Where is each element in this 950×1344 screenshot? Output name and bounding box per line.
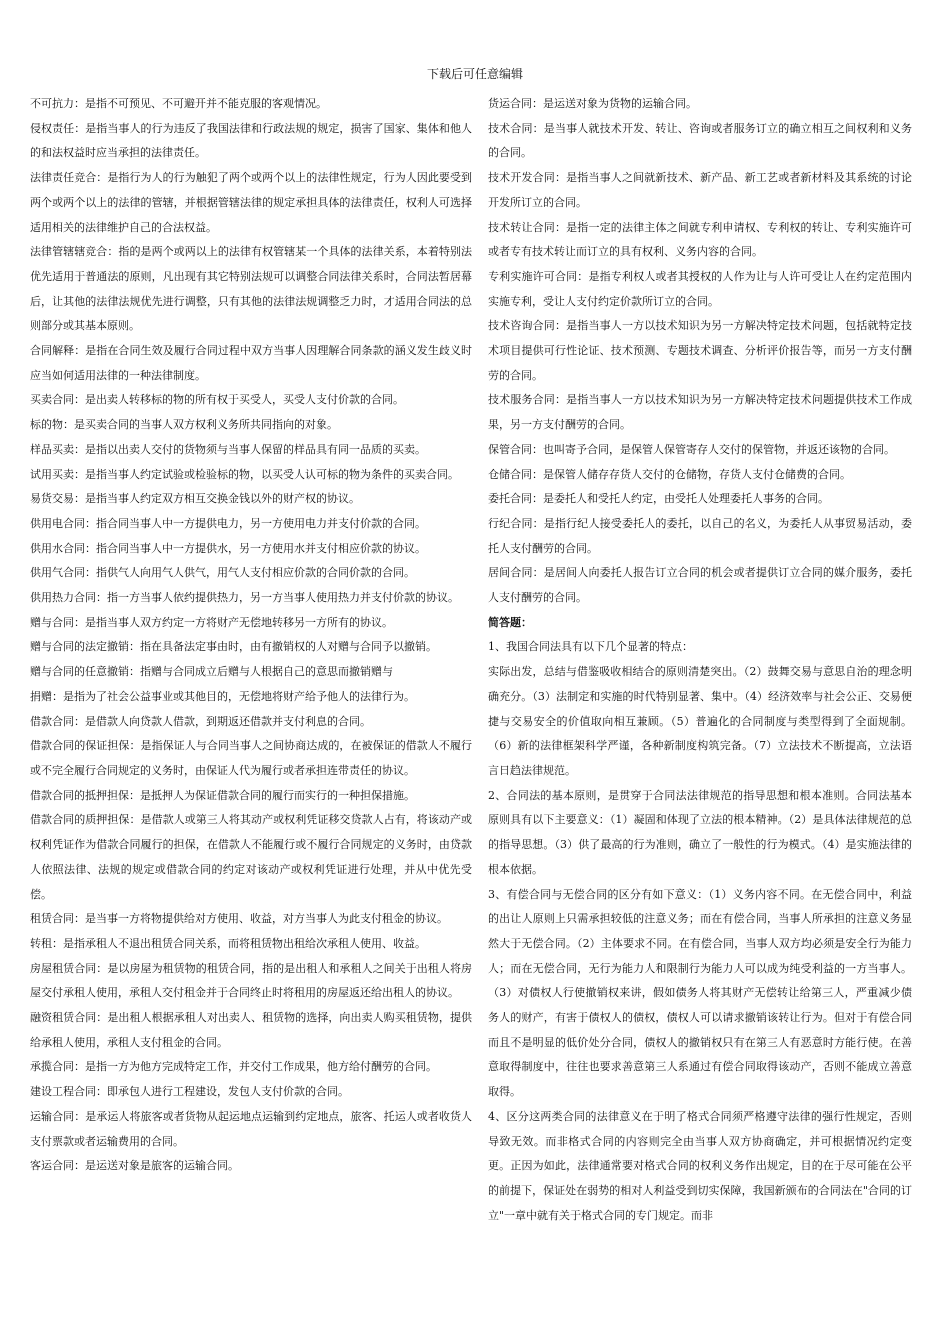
definition-paragraph: 承揽合同：是指一方为他方完成特定工作，并交付工作成果，他方给付酬劳的合同。 — [30, 1060, 437, 1074]
definition-paragraph: 借款合同的质押担保：是借款人或第三人将其动产或权利凭证移交贷款人占有，将该动产或权利凭证作为借款合同履行的担保，在借款人不能履行或不履行合同规定的义务时，由贷款人依照法律、法规的规定或借款合同的约定对该动产或权利凭证进行处理，并从中优先受偿。 — [30, 813, 472, 901]
page-header: 下载后可任意编辑 — [426, 67, 523, 81]
definition-paragraph: 赠与合同的任意撤销：指赠与合同成立后赠与人根据自己的意思而撤销赠与 — [30, 665, 393, 679]
definition-paragraph: 供用热力合同：指一方当事人依约提供热力，另一方当事人使用热力并支付价款的协议。 — [30, 591, 459, 605]
definition-paragraph: 房屋租赁合同：是以房屋为租赁物的租赁合同，指的是出租人和承租人之间关于出租人将房屋交付承租人使用，承租人交付租金并于合同终止时将租用的房屋返还给出租人的协议。 — [30, 961, 472, 1000]
left-column — [30, 92, 472, 1179]
definition-paragraph: 法律管辖辖竞合：指的是两个或两以上的法律有权管辖某一个具体的法律关系，本着特别法优先适用于普通法的原则，凡出现有其它特别法规可以调整合同法律关系时，合同法暂居幕后，让其他的法律法规优先进行调整，只有其他的法律法规调整乏力时，才适用合同法的总则部分或其基本原则。 — [30, 245, 472, 333]
definition-paragraph: 借款合同：是借款人向贷款人借款，到期返还借款并支付利息的合同。 — [30, 714, 371, 728]
definition-paragraph: 技术咨询合同：是指当事人一方以技术知识为另一方解决特定技术问题，包括就特定技术项目提供可行性论证、技术预测、专题技术调查、分析评价报告等，而另一方支付酬劳的合同。 — [488, 319, 912, 382]
definition-paragraph: 行纪合同：是指行纪人接受委托人的委托，以自己的名义，为委托人从事贸易活动，委托人支付酬劳的合同。 — [488, 516, 912, 555]
section-heading: 简答题： — [488, 615, 532, 629]
definition-paragraph: 技术开发合同：是指当事人之间就新技术、新产品、新工艺或者新材料及其系统的讨论开发所订立的合同。 — [488, 171, 912, 209]
definition-paragraph: 买卖合同：是出卖人转移标的物的所有权于买受人，买受人支付价款的合同。 — [30, 393, 404, 407]
definition-paragraph: 技术转让合同：是指一定的法律主体之间就专利申请权、专利权的转让、专利实施许可或者专有技术转让而订立的具有权利、义务内容的合同。 — [488, 220, 912, 259]
definition-paragraph: 不可抗力：是指不可预见、不可避开并不能克服的客观情况。 — [30, 97, 327, 110]
definition-paragraph: 样品买卖：是指以出卖人交付的货物须与当事人保留的样品具有同一品质的买卖。 — [30, 442, 426, 456]
definition-paragraph: 赠与合同：是指当事人双方约定一方将财产无偿地转移另一方所有的协议。 — [30, 615, 393, 629]
definition-paragraph: 捐赠：是指为了社会公益事业或其他目的，无偿地将财产给予他人的法律行为。 — [30, 689, 415, 703]
definition-paragraph: 赠与合同的法定撤销：指在具备法定事由时，由有撤销权的人对赠与合同予以撤销。 — [30, 640, 437, 654]
definition-paragraph: 试用买卖：是指当事人约定试验或检验标的物，以买受人认可标的物为条件的买卖合同。 — [30, 467, 459, 481]
answer-paragraph: 实际出发，总结与借鉴吸收相结合的原则清楚突出。（2）鼓舞交易与意思自治的理念明确充分。（3）法制定和实施的时代特别显著、集中。（4）经济效率与社会公正、交易便捷与交易安全的价值取向相互兼顾。（5）普遍化的合同制度与类型得到了全面规制。（6）新的法律框架科学严谨，各种新制度构筑完备。（7）立法技术不断提高，立法语言日趋法律规范。 — [488, 665, 912, 777]
definition-paragraph: 保管合同：也叫寄予合同，是保管人保管寄存人交付的保管物，并返还该物的合同。 — [488, 442, 895, 456]
answer-paragraph: 1、我国合同法具有以下几个显著的特点： — [488, 640, 693, 654]
definition-paragraph: 租赁合同：是当事一方将物提供给对方使用、收益，对方当事人为此支付租金的协议。 — [30, 912, 448, 926]
definition-paragraph: 客运合同：是运送对象是旅客的运输合同。 — [30, 1159, 239, 1173]
definition-paragraph: 技术服务合同：是指当事人一方以技术知识为另一方解决特定技术问题提供技术工作成果，另一方支付酬劳的合同。 — [488, 393, 912, 432]
definition-paragraph: 货运合同：是运送对象为货物的运输合同。 — [488, 97, 697, 110]
definition-paragraph: 建设工程合同：即承包人进行工程建设，发包人支付价款的合同。 — [30, 1085, 349, 1099]
definition-paragraph: 合同解释：是指在合同生效及履行合同过程中双方当事人因理解合同条款的涵义发生歧义时应当如何适用法律的一种法律制度。 — [30, 344, 472, 382]
definition-paragraph: 委托合同：是委托人和受托人约定，由受托人处理委托人事务的合同。 — [488, 492, 829, 506]
right-column — [488, 92, 912, 1228]
definition-paragraph: 借款合同的保证担保：是指保证人与合同当事人之间协商达成的，在被保证的借款人不履行或不完全履行合同规定的义务时，由保证人代为履行或者承担连带责任的协议。 — [30, 739, 472, 777]
definition-paragraph: 技术合同：是当事人就技术开发、转让、咨询或者服务订立的确立相互之间权利和义务的合同。 — [488, 121, 912, 160]
answer-paragraph: 4、区分这两类合同的法律意义在于明了格式合同须严格遵守法律的强行性规定，否则导致无效。而非格式合同的内容则完全由当事人双方协商确定，并可根据情况约定变更。正因为如此，法律通常要对格式合同的权利义务作出规定，目的在于尽可能在公平的前提下，保证处在弱势的相对人利益受到切实保障，我国新颁布的合同法在"合同的订立"一章中就有关于格式合同的专门规定。而非 — [488, 1109, 912, 1222]
definition-paragraph: 专利实施许可合同：是指专利权人或者其授权的人作为让与人许可受让人在约定范围内实施专利，受让人支付约定价款所订立的合同。 — [488, 269, 912, 308]
definition-paragraph: 侵权责任：是指当事人的行为违反了我国法律和行政法规的规定，损害了国家、集体和他人的和法权益时应当承担的法律责任。 — [30, 121, 472, 160]
answer-paragraph: 3、有偿合同与无偿合同的区分有如下意义：（1）义务内容不同。在无偿合同中，利益的出让人原则上只需承担较低的注意义务；而在有偿合同，当事人所承担的注意义务显然大于无偿合同。（2）主体要求不同。在有偿合同，当事人双方均必须是安全行为能力人；而在无偿合同，无行为能力人和限制行为能力人可以成为纯受利益的一方当事人。（3）对债权人行使撤销权来讲，假如债务人将其财产无偿转让给第三人，严重减少债务人的财产，有害于债权人的债权，债权人可以请求撤销该转让行为。但对于有偿合同而且不是明显的低价处分合同，债权人的撤销权只有在第三人有恶意时方能行使。在善意取得制度中，往往也要求善意第三人系通过有偿合同取得该动产，否则不能成立善意取得。 — [488, 887, 912, 1099]
definition-paragraph: 易货交易：是指当事人约定双方相互交换金钱以外的财产权的协议。 — [30, 492, 360, 506]
answer-paragraph: 2、合同法的基本原则，是贯穿于合同法法律规范的指导思想和根本准则。合同法基本原则具有以下主要意义：（1）凝固和体现了立法的根本精神。（2）是具体法律规范的总的指导思想。（3）供了最高的行为准则，确立了一般性的行为模式。（4）是实施法律的根本依据。 — [488, 788, 912, 876]
definition-paragraph: 转租：是指承租人不退出租赁合同关系，而将租赁物出租给次承租人使用、收益。 — [30, 936, 426, 950]
definition-paragraph: 标的物：是买卖合同的当事人双方权利义务所共同指向的对象。 — [30, 418, 338, 432]
definition-paragraph: 运输合同：是承运人将旅客或者货物从起运地点运输到约定地点，旅客、托运人或者收货人支付票款或者运输费用的合同。 — [30, 1109, 472, 1148]
definition-paragraph: 供用电合同：指合同当事人中一方提供电力，另一方使用电力并支付价款的合同。 — [30, 516, 426, 530]
definition-paragraph: 供用气合同：指供气人向用气人供气，用气人支付相应价款的合同价款的合同。 — [30, 566, 415, 580]
definition-paragraph: 法律责任竞合：是指行为人的行为触犯了两个或两个以上的法律性规定，行为人因此要受到两个或两个以上的法律的管辖，并根据管辖法律的规定承担具体的法律责任，权利人可选择适用相关的法律维护自己的合法权益。 — [30, 171, 472, 234]
definition-paragraph: 仓储合同：是保管人储存存货人交付的仓储物，存货人支付仓储费的合同。 — [488, 467, 851, 481]
definition-paragraph: 居间合同：是居间人向委托人报告订立合同的机会或者提供订立合同的媒介服务，委托人支付酬劳的合同。 — [488, 566, 912, 605]
definition-paragraph: 借款合同的抵押担保：是抵押人为保证借款合同的履行而实行的一种担保措施。 — [30, 788, 415, 802]
definition-paragraph: 融资租赁合同：是出租人根据承租人对出卖人、租赁物的选择，向出卖人购买租赁物，提供给承租人使用，承租人支付租金的合同。 — [30, 1011, 472, 1049]
definition-paragraph: 供用水合同：指合同当事人中一方提供水，另一方使用水并支付相应价款的协议。 — [30, 541, 426, 555]
